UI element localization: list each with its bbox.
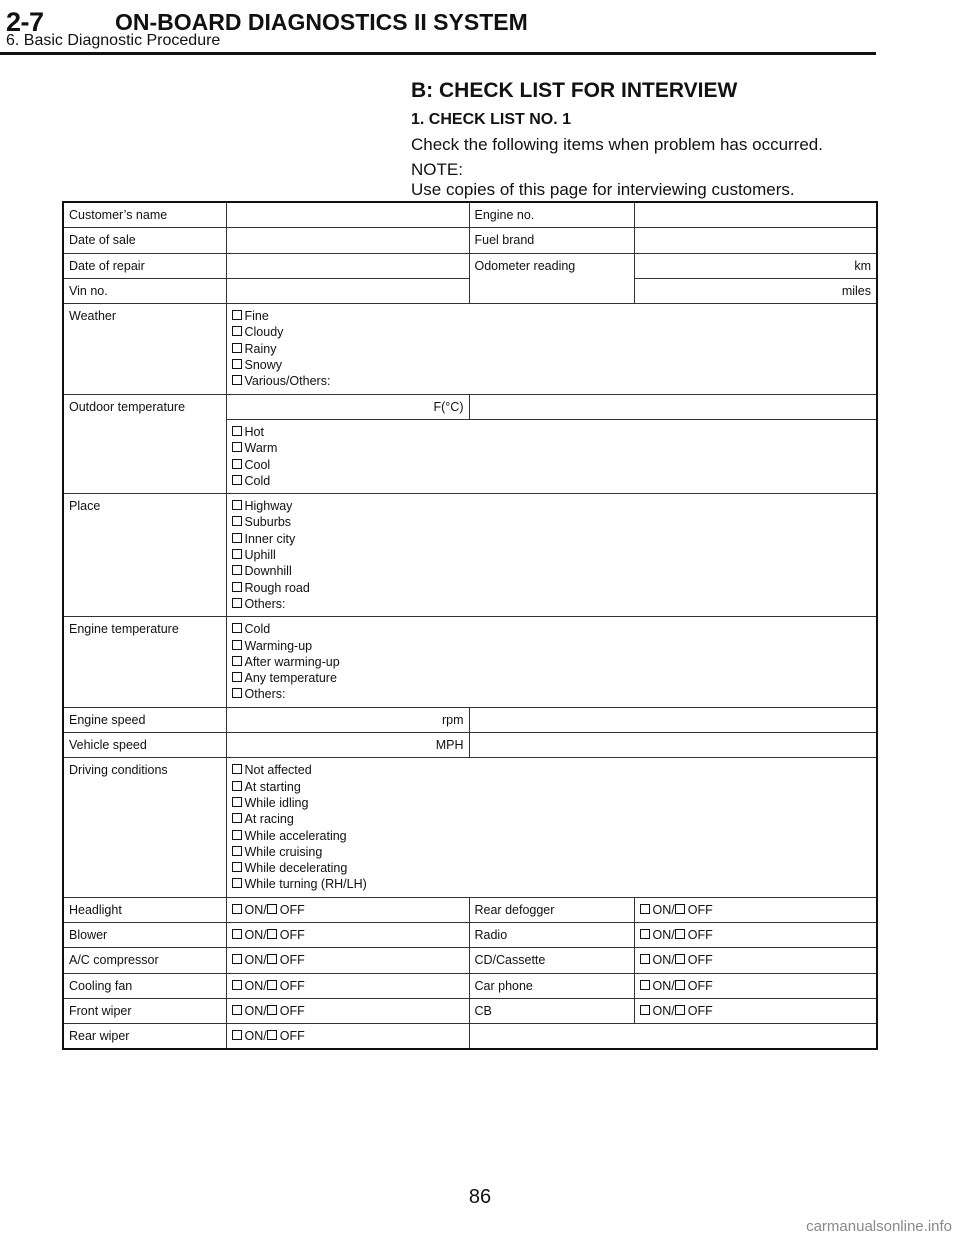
on-off-choice: ON/ OFF (226, 1024, 469, 1050)
checkbox-icon[interactable] (232, 1030, 242, 1040)
checklist-heading: 1. CHECK LIST NO. 1 (411, 111, 572, 128)
checkbox-icon[interactable] (232, 781, 242, 791)
chapter-title: ON-BOARD DIAGNOSTICS II SYSTEM (115, 9, 528, 35)
section-heading: B: CHECK LIST FOR INTERVIEW (411, 79, 738, 102)
checkbox-icon[interactable] (232, 764, 242, 774)
table-row (63, 228, 877, 253)
intro-block (411, 78, 881, 200)
checkbox-option[interactable]: Cool (232, 457, 872, 473)
checkbox-icon[interactable] (232, 980, 242, 990)
checkbox-option[interactable]: While decelerating (232, 860, 872, 876)
switch-item-label: Rear wiper (63, 1024, 226, 1050)
checkbox-icon[interactable] (232, 310, 242, 320)
fuel-brand-label: Fuel brand (469, 228, 634, 253)
outdoor-temperature-unit: F(°C) (226, 394, 469, 419)
checkbox-icon[interactable] (232, 1005, 242, 1015)
table-row (63, 897, 877, 922)
checkbox-option[interactable]: Others: (232, 596, 872, 612)
checkbox-option[interactable]: Cold (232, 473, 872, 489)
checkbox-icon[interactable] (232, 459, 242, 469)
switch-item-label: CD/Cassette (469, 948, 634, 973)
checkbox-icon[interactable] (232, 582, 242, 592)
on-off-choice: ON/ OFF (634, 998, 877, 1023)
checkbox-icon[interactable] (675, 929, 685, 939)
checkbox-option[interactable]: Uphill (232, 547, 872, 563)
date-of-sale-field[interactable] (226, 228, 469, 253)
checkbox-icon[interactable] (232, 688, 242, 698)
checkbox-icon[interactable] (232, 830, 242, 840)
checkbox-option[interactable]: While accelerating (232, 828, 872, 844)
checkbox-option[interactable]: Warming-up (232, 638, 872, 654)
checkbox-option[interactable]: While turning (RH/LH) (232, 876, 872, 892)
checkbox-option[interactable]: Inner city (232, 531, 872, 547)
table-row (63, 617, 877, 707)
checkbox-icon[interactable] (232, 623, 242, 633)
engine-temperature-label: Engine temperature (63, 617, 226, 707)
engine-speed-field[interactable] (469, 707, 877, 732)
checkbox-icon[interactable] (232, 359, 242, 369)
checkbox-option[interactable]: Rainy (232, 341, 872, 357)
odometer-km-field[interactable]: km (634, 253, 877, 278)
odometer-reading-label: Odometer reading (469, 253, 634, 304)
checkbox-option[interactable]: Cloudy (232, 324, 872, 340)
table-row (63, 1024, 877, 1050)
checkbox-option[interactable]: Any temperature (232, 670, 872, 686)
checkbox-icon[interactable] (640, 929, 650, 939)
table-row (63, 998, 877, 1023)
checkbox-icon[interactable] (232, 598, 242, 608)
checkbox-icon[interactable] (232, 343, 242, 353)
checkbox-option[interactable]: Various/Others: (232, 373, 872, 389)
checkbox-icon[interactable] (232, 878, 242, 888)
checkbox-option[interactable]: After warming-up (232, 654, 872, 670)
checkbox-option[interactable]: At racing (232, 811, 872, 827)
checkbox-icon[interactable] (267, 1005, 277, 1015)
interview-checklist-table (62, 201, 878, 1050)
checkbox-icon[interactable] (675, 904, 685, 914)
customer-name-label: Customer’s name (63, 202, 226, 228)
odometer-miles-field[interactable]: miles (634, 278, 877, 303)
switch-item-label: Car phone (469, 973, 634, 998)
checkbox-option[interactable]: Rough road (232, 580, 872, 596)
checkbox-option[interactable]: While cruising (232, 844, 872, 860)
section-subtitle: 6. Basic Diagnostic Procedure (6, 32, 221, 49)
switch-item-label: Front wiper (63, 998, 226, 1023)
header-rule (0, 52, 876, 55)
on-off-choice: ON/ OFF (226, 973, 469, 998)
table-row (63, 758, 877, 897)
checkbox-icon[interactable] (232, 475, 242, 485)
checkbox-icon[interactable] (232, 797, 242, 807)
outdoor-temperature-field[interactable] (469, 394, 877, 419)
checkbox-option[interactable]: While idling (232, 795, 872, 811)
checkbox-icon[interactable] (267, 904, 277, 914)
checkbox-option[interactable]: Others: (232, 686, 872, 702)
place-options (226, 494, 877, 617)
checkbox-option[interactable]: Fine (232, 308, 872, 324)
switch-item-label: A/C compressor (63, 948, 226, 973)
empty-cell (469, 1024, 877, 1050)
checkbox-icon[interactable] (232, 846, 242, 856)
weather-options (226, 304, 877, 394)
on-off-choice: ON/ OFF (226, 948, 469, 973)
engine-no-field[interactable] (634, 202, 877, 228)
checkbox-icon[interactable] (232, 549, 242, 559)
switch-item-label: Cooling fan (63, 973, 226, 998)
checkbox-icon[interactable] (640, 954, 650, 964)
checkbox-icon[interactable] (267, 980, 277, 990)
table-row (63, 304, 877, 394)
driving-conditions-options (226, 758, 877, 897)
checkbox-icon[interactable] (232, 862, 242, 872)
checkbox-option[interactable]: Not affected (232, 762, 872, 778)
checkbox-icon[interactable] (675, 980, 685, 990)
checkbox-icon[interactable] (232, 426, 242, 436)
checkbox-icon[interactable] (232, 640, 242, 650)
table-row (63, 922, 877, 947)
checkbox-icon[interactable] (232, 656, 242, 666)
customer-name-field[interactable] (226, 202, 469, 228)
checkbox-icon[interactable] (232, 929, 242, 939)
checkbox-icon[interactable] (267, 954, 277, 964)
date-of-sale-label: Date of sale (63, 228, 226, 253)
checkbox-option[interactable]: Suburbs (232, 514, 872, 530)
on-off-choice: ON/ OFF (634, 973, 877, 998)
place-label: Place (63, 494, 226, 617)
checkbox-icon[interactable] (232, 904, 242, 914)
engine-speed-label: Engine speed (63, 707, 226, 732)
driving-conditions-label: Driving conditions (63, 758, 226, 897)
checkbox-icon[interactable] (232, 813, 242, 823)
checkbox-icon[interactable] (640, 1005, 650, 1015)
table-row (63, 733, 877, 758)
page-number: 86 (468, 1186, 492, 1208)
checkbox-icon[interactable] (267, 1030, 277, 1040)
checkbox-icon[interactable] (232, 533, 242, 543)
checkbox-option[interactable]: Downhill (232, 563, 872, 579)
vin-no-label: Vin no. (63, 278, 226, 303)
vehicle-speed-label: Vehicle speed (63, 733, 226, 758)
on-off-choice: ON/ OFF (634, 922, 877, 947)
checkbox-icon[interactable] (232, 500, 242, 510)
checkbox-icon[interactable] (232, 375, 242, 385)
on-off-choice: ON/ OFF (226, 922, 469, 947)
table-row (63, 948, 877, 973)
switch-item-label: Headlight (63, 897, 226, 922)
table-row (63, 202, 877, 228)
note-label: NOTE: (411, 160, 463, 179)
checkbox-icon[interactable] (267, 929, 277, 939)
checkbox-icon[interactable] (232, 672, 242, 682)
table-row (63, 394, 877, 419)
note-text: Use copies of this page for interviewing customers. (411, 180, 795, 199)
checkbox-option[interactable]: Hot (232, 424, 872, 440)
on-off-choice: ON/ OFF (634, 897, 877, 922)
checkbox-option[interactable]: Warm (232, 440, 872, 456)
checkbox-icon[interactable] (675, 954, 685, 964)
engine-temperature-options (226, 617, 877, 707)
table-row (63, 253, 877, 278)
checkbox-icon[interactable] (232, 565, 242, 575)
outdoor-temperature-options (226, 419, 877, 493)
on-off-choice: ON/ OFF (226, 998, 469, 1023)
checkbox-icon[interactable] (232, 516, 242, 526)
page-header (0, 0, 960, 60)
outdoor-temperature-label: Outdoor temperature (63, 394, 226, 493)
checkbox-icon[interactable] (232, 326, 242, 336)
vehicle-speed-unit: MPH (226, 733, 469, 758)
fuel-brand-field[interactable] (634, 228, 877, 253)
engine-speed-unit: rpm (226, 707, 469, 732)
switch-item-label: Blower (63, 922, 226, 947)
switch-item-label: Rear defogger (469, 897, 634, 922)
checkbox-option[interactable]: Snowy (232, 357, 872, 373)
checkbox-option[interactable]: Cold (232, 621, 872, 637)
checkbox-icon[interactable] (675, 1005, 685, 1015)
table-row (63, 707, 877, 732)
date-of-repair-label: Date of repair (63, 253, 226, 278)
checkbox-option[interactable]: Highway (232, 498, 872, 514)
checkbox-icon[interactable] (232, 954, 242, 964)
weather-label: Weather (63, 304, 226, 394)
checkbox-icon[interactable] (640, 980, 650, 990)
watermark: carmanualsonline.info (806, 1218, 952, 1235)
vin-no-field[interactable] (226, 278, 469, 303)
vehicle-speed-field[interactable] (469, 733, 877, 758)
checkbox-option[interactable]: At starting (232, 779, 872, 795)
checkbox-icon[interactable] (640, 904, 650, 914)
instruction-text: Check the following items when problem has occurred. (411, 135, 823, 154)
switch-item-label: Radio (469, 922, 634, 947)
checkbox-icon[interactable] (232, 442, 242, 452)
engine-no-label: Engine no. (469, 202, 634, 228)
switch-item-label: CB (469, 998, 634, 1023)
on-off-choice: ON/ OFF (226, 897, 469, 922)
table-row (63, 973, 877, 998)
chapter-number: 2-7 (6, 7, 44, 37)
table-row (63, 494, 877, 617)
on-off-choice: ON/ OFF (634, 948, 877, 973)
date-of-repair-field[interactable] (226, 253, 469, 278)
